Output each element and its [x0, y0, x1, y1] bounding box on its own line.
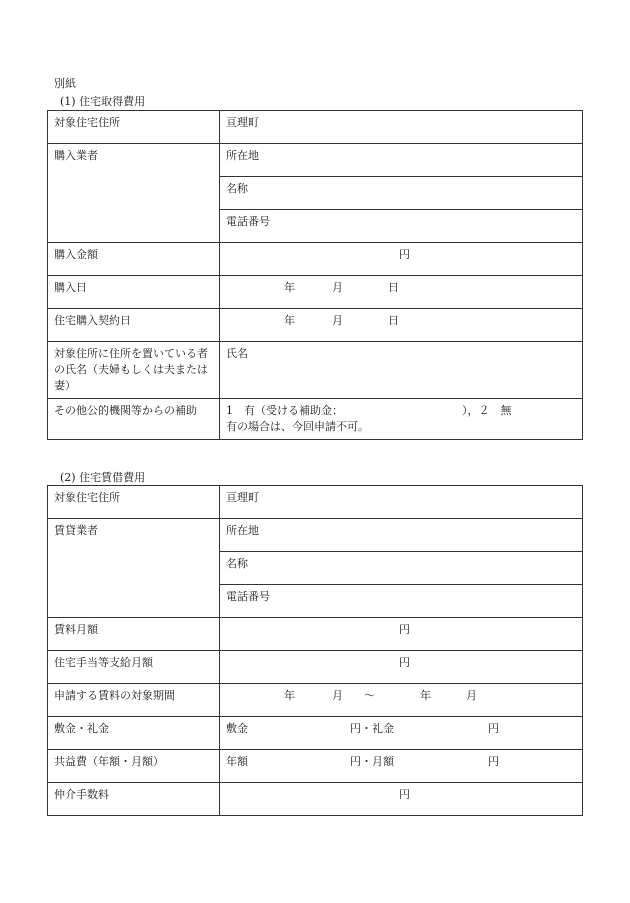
- table-row: [48, 717, 583, 750]
- landlord-label: 賃貸業者: [48, 519, 220, 618]
- deposit-mid: 円・礼金: [350, 722, 394, 735]
- table-row: [48, 276, 583, 309]
- deposit-field[interactable]: [220, 717, 583, 750]
- common-fee-prefix: 年額: [226, 755, 248, 768]
- address-value[interactable]: 亘理町: [220, 111, 583, 144]
- purchase-date-field[interactable]: [220, 276, 583, 309]
- table-row: [48, 144, 583, 177]
- vendor-name-field[interactable]: 名称: [220, 177, 583, 210]
- monthly-rent-field[interactable]: [220, 618, 583, 651]
- table-row: [48, 783, 583, 816]
- housing-allowance-field[interactable]: [220, 651, 583, 684]
- purchase-date-year: 年: [284, 281, 295, 294]
- common-fee-mid: 円・月額: [350, 755, 394, 768]
- vendor-phone-field[interactable]: 電話番号: [220, 210, 583, 243]
- contract-date-label: 住宅購入契約日: [48, 309, 220, 342]
- resident-name-field[interactable]: 氏名: [220, 342, 583, 399]
- table-row: [48, 243, 583, 276]
- purchase-date-day: 日: [388, 281, 399, 294]
- landlord-name-field[interactable]: 名称: [220, 552, 583, 585]
- rent-period-field[interactable]: [220, 684, 583, 717]
- price-field[interactable]: [220, 243, 583, 276]
- price-label: 購入金額: [48, 243, 220, 276]
- table-row: [48, 399, 583, 440]
- brokerage-label: 仲介手数料: [48, 783, 220, 816]
- table-row: [48, 342, 583, 399]
- purchase-date-label: 購入日: [48, 276, 220, 309]
- landlord-location-field[interactable]: 所在地: [220, 519, 583, 552]
- rent-period-start-month: 月: [332, 689, 343, 702]
- contract-date-year: 年: [284, 314, 295, 327]
- deposit-yen-unit: 円: [488, 722, 499, 735]
- rent-period-tilde: ～: [364, 689, 375, 702]
- section1-heading: (1) 住宅取得費用: [60, 95, 146, 108]
- subsidy-note: 有の場合は、今回申請不可。: [226, 420, 369, 433]
- address-label: 対象住宅住所: [48, 111, 220, 144]
- table-row: [48, 651, 583, 684]
- price-yen-unit: 円: [399, 248, 410, 261]
- monthly-rent-yen-unit: 円: [399, 623, 410, 636]
- vendor-location-field[interactable]: 所在地: [220, 144, 583, 177]
- brokerage-field[interactable]: [220, 783, 583, 816]
- contract-date-month: 月: [332, 314, 343, 327]
- common-fee-yen-unit: 円: [488, 755, 499, 768]
- rent-period-start-year: 年: [284, 689, 295, 702]
- rent-period-end-year: 年: [420, 689, 431, 702]
- housing-allowance-yen-unit: 円: [399, 656, 410, 669]
- resident-label: 対象住所に住所を置いている者の氏名（夫婦もしくは夫または妻）: [48, 342, 220, 399]
- table-row: [48, 309, 583, 342]
- contract-date-day: 日: [388, 314, 399, 327]
- rental-address-label: 対象住宅住所: [48, 486, 220, 519]
- deposit-label: 敷金・礼金: [48, 717, 220, 750]
- housing-acquisition-table: [47, 110, 583, 440]
- rent-period-end-month: 月: [466, 689, 477, 702]
- common-fee-label: 共益費（年額・月額）: [48, 750, 220, 783]
- section2-heading: (2) 住宅賃借費用: [60, 471, 146, 484]
- purchase-date-month: 月: [332, 281, 343, 294]
- deposit-prefix: 敷金: [226, 722, 248, 735]
- housing-rental-table: [47, 485, 583, 816]
- other-subsidy-label: その他公的機関等からの補助: [48, 399, 220, 440]
- rental-address-value[interactable]: 亘理町: [220, 486, 583, 519]
- common-fee-field[interactable]: [220, 750, 583, 783]
- table-row: [48, 750, 583, 783]
- contract-date-field[interactable]: [220, 309, 583, 342]
- table-row: [48, 519, 583, 552]
- landlord-phone-field[interactable]: 電話番号: [220, 585, 583, 618]
- other-subsidy-field[interactable]: [220, 399, 583, 440]
- brokerage-yen-unit: 円: [399, 788, 410, 801]
- table-row: [48, 618, 583, 651]
- table-row: [48, 486, 583, 519]
- subsidy-option-no[interactable]: ），２ 無: [462, 404, 512, 417]
- vendor-label: 購入業者: [48, 144, 220, 243]
- rent-period-label: 申請する賃料の対象期間: [48, 684, 220, 717]
- table-row: [48, 111, 583, 144]
- subsidy-option-yes[interactable]: 1 有（受ける補助金：: [226, 404, 343, 417]
- monthly-rent-label: 賃料月額: [48, 618, 220, 651]
- document-label: 別紙: [54, 77, 76, 90]
- housing-allowance-label: 住宅手当等支給月額: [48, 651, 220, 684]
- table-row: [48, 684, 583, 717]
